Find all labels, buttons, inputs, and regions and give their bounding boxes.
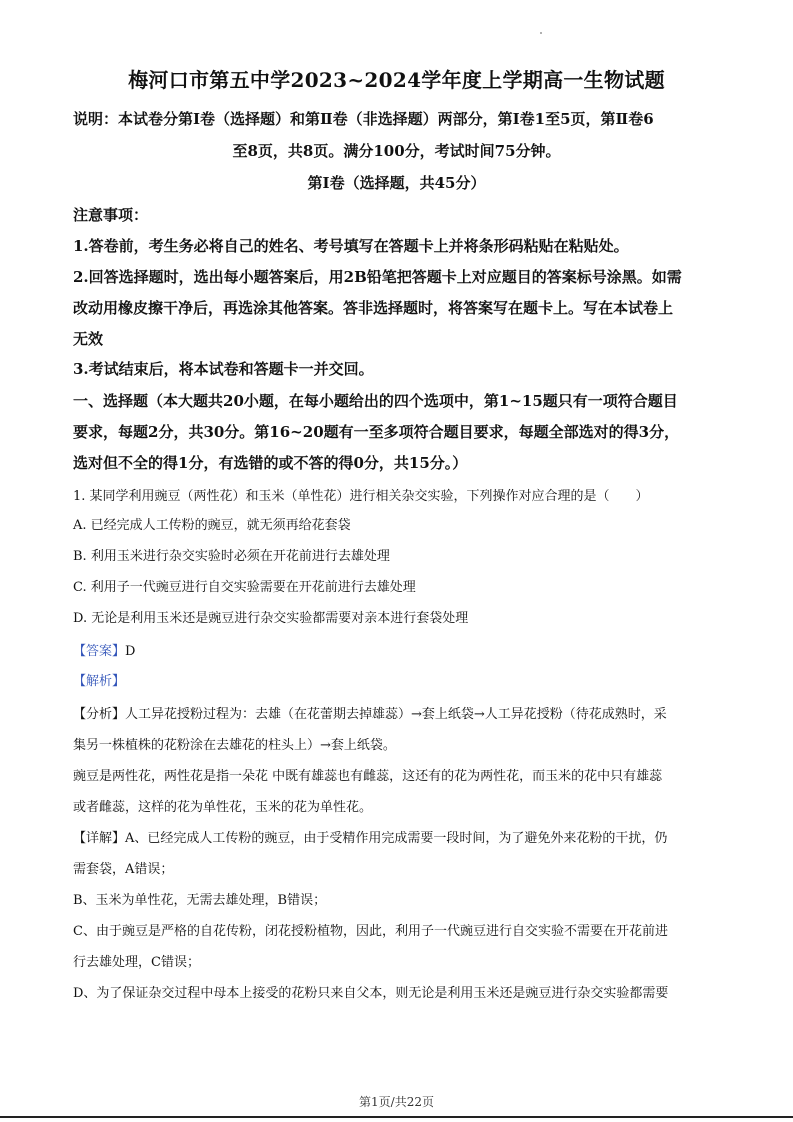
notice-item-2-line-1: 2.回答选择题时，选出每小题答案后，用2B铅笔把答题卡上对应题目的答案标号涂黑。如需 — [73, 268, 682, 286]
explanation-line-1: 豌豆是两性花，两性花是指一朵花 中既有雄蕊也有雌蕊，这还有的花为两性花，而玉米的花中只有雄蕊 — [73, 769, 663, 784]
answer-value: D — [125, 644, 136, 659]
detail-a-text-1: A、已经完成人工传粉的豌豆，由于受精作用完成需要一段时间，为了避免外来花粉的干扰，仍 — [125, 831, 668, 846]
question-1-option-c: C. 利用子一代豌豆进行自交实验需要在开花前进行去雄处理 — [73, 580, 416, 595]
fenxi-text-1: 人工异花授粉过程为：去雄（在花蕾期去掉雄蕊）→套上纸袋→人工异花授粉（待花成熟时，采 — [125, 707, 667, 722]
part1-instruction-line-2: 要求，每题2分，共30分。第16~20题有一至多项符合题目要求，每题全部选对的得3分， — [73, 423, 680, 441]
question-1-stem: 1. 某同学利用豌豆（两性花）和玉米（单性花）进行相关杂交实验，下列操作对应合理的是（ ） — [73, 489, 649, 504]
detail-c-line-1: C、由于豌豆是严格的自花传粉，闭花授粉植物，因此，利用子一代豌豆进行自交实验不需要在开花前进 — [73, 924, 668, 939]
part1-instruction-line-3: 选对但不全的得1分，有选错的或不答的得0分，共15分。） — [73, 454, 468, 472]
fenxi-line-2: 集另一株植株的花粉涂在去雄花的柱头上）→套上纸袋。 — [73, 738, 396, 753]
question-1-option-b: B. 利用玉米进行杂交实验时必须在开花前进行去雄处理 — [73, 549, 390, 564]
notice-heading: 注意事项： — [73, 206, 149, 224]
exam-note-line-2: 至8页，共8页。满分100分，考试时间75分钟。 — [232, 142, 561, 160]
question-1-option-a: A. 已经完成人工传粉的豌豆，就无须再给花套袋 — [73, 518, 351, 533]
answer-line — [73, 640, 723, 659]
question-1-option-d: D. 无论是利用玉米还是豌豆进行杂交实验都需要对亲本进行套袋处理 — [73, 611, 469, 626]
exam-note-line-1: 说明：本试卷分第Ⅰ卷（选择题）和第Ⅱ卷（非选择题）两部分，第Ⅰ卷1至5页，第Ⅱ卷6 — [73, 110, 654, 128]
detail-a-line-1 — [73, 827, 723, 846]
explanation-line-2: 或者雌蕊，这样的花为单性花，玉米的花为单性花。 — [73, 800, 373, 815]
scan-speck — [540, 32, 542, 34]
detail-d-line-1: D、为了保证杂交过程中母本上接受的花粉只来自父本，则无论是利用玉米还是豌豆进行杂交实验都需要 — [73, 986, 669, 1001]
fenxi-line-1 — [73, 703, 723, 722]
detail-b: B、玉米为单性花，无需去雄处理，B错误； — [73, 893, 327, 908]
notice-item-1: 1.答卷前，考生务必将自己的姓名、考号填写在答题卡上并将条形码粘贴在粘贴处。 — [73, 237, 629, 255]
notice-item-3: 3.考试结束后，将本试卷和答题卡一并交回。 — [73, 360, 374, 378]
detail-c-line-2: 行去雄处理，C错误； — [73, 955, 200, 970]
analysis-tag: 【解析】 — [73, 674, 126, 689]
fenxi-tag: 【分析】 — [73, 707, 126, 722]
footer-divider — [0, 1116, 793, 1118]
page-footer: 第1页/共22页 — [359, 1095, 434, 1109]
notice-item-2-line-3: 无效 — [73, 330, 104, 348]
section-heading: 第Ⅰ卷（选择题，共45分） — [307, 174, 486, 192]
detail-a-line-2: 需套袋，A错误； — [73, 862, 174, 877]
page-title: 梅河口市第五中学2023~2024学年度上学期高一生物试题 — [128, 68, 665, 92]
notice-item-2-line-2: 改动用橡皮擦干净后，再选涂其他答案。答非选择题时，将答案写在题卡上。写在本试卷上 — [73, 299, 674, 317]
detail-tag: 【详解】 — [73, 831, 126, 846]
answer-tag: 【答案】 — [73, 644, 126, 659]
part1-instruction-line-1: 一、选择题（本大题共20小题，在每小题给出的四个选项中，第1~15题只有一项符合题目 — [73, 392, 678, 410]
